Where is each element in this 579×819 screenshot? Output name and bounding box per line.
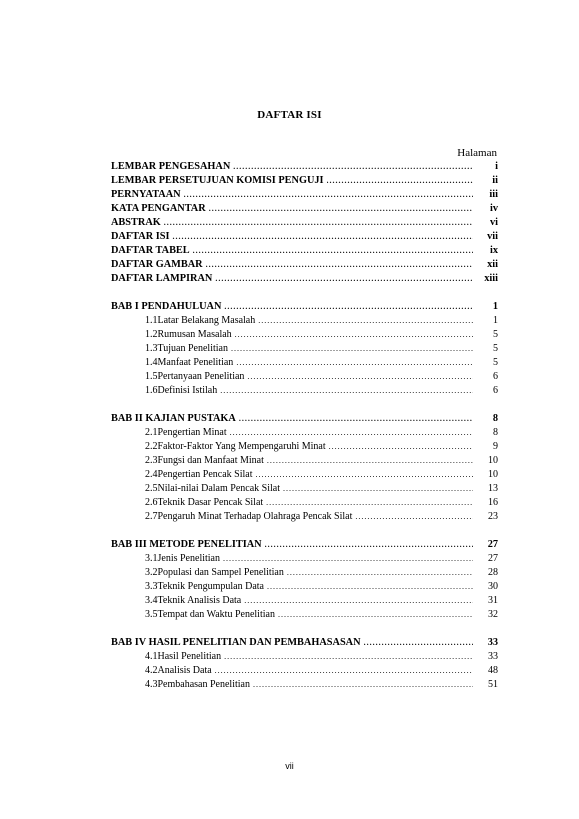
toc-page-number: 10 xyxy=(488,455,498,466)
toc-section-number: 2.6 xyxy=(145,497,158,508)
toc-page-number: 31 xyxy=(488,595,498,606)
toc-page-number: iv xyxy=(489,203,498,214)
toc-page-number: 28 xyxy=(488,567,498,578)
toc-page-number: 1 xyxy=(492,301,498,312)
toc-section-entry xyxy=(111,328,498,342)
toc-page-number: 5 xyxy=(493,357,498,368)
toc-dot-leader xyxy=(224,300,473,314)
toc-page-number: 8 xyxy=(492,413,498,424)
toc-entry-label: LEMBAR PENGESAHAN xyxy=(111,161,231,172)
toc-page-number: 8 xyxy=(493,427,498,438)
toc-section-entry xyxy=(111,314,498,328)
toc-page-number: 10 xyxy=(488,469,498,480)
toc-entry-label: Teknik Pengumpulan Data xyxy=(157,581,264,592)
toc-dot-leader xyxy=(267,454,473,468)
toc-dot-leader xyxy=(327,174,473,188)
toc-section-entry xyxy=(111,566,498,580)
toc-entry-label: Manfaat Penelitian xyxy=(157,357,234,368)
toc-section-number: 1.3 xyxy=(145,343,158,354)
toc-section-number: 2.1 xyxy=(145,427,158,438)
toc-dot-leader xyxy=(278,608,473,622)
toc-page-number: vi xyxy=(489,217,498,228)
toc-section-entry xyxy=(111,678,498,692)
toc-section-entry xyxy=(111,594,498,608)
toc-page-number: vii xyxy=(487,231,498,242)
toc-dot-leader xyxy=(329,440,473,454)
page-column-header: Halaman xyxy=(457,147,497,159)
table-of-contents xyxy=(111,160,498,692)
toc-entry-label: Jenis Penelitian xyxy=(157,553,220,564)
toc-section-entry xyxy=(111,384,498,398)
toc-chapter-entry xyxy=(111,412,498,426)
toc-dot-leader xyxy=(235,328,473,342)
toc-entry-label: BAB IV HASIL PENELITIAN DAN PEMBAHASASAN xyxy=(111,637,361,648)
toc-dot-leader xyxy=(239,412,473,426)
toc-section-entry xyxy=(111,342,498,356)
toc-dot-leader xyxy=(224,650,473,664)
toc-section-number: 3.1 xyxy=(145,553,158,564)
toc-dot-leader xyxy=(233,160,473,174)
toc-page-number: 32 xyxy=(488,609,498,620)
toc-entry-label: Analisis Data xyxy=(157,665,212,676)
toc-entry-label: Tujuan Penelitian xyxy=(157,343,228,354)
toc-page-number: ii xyxy=(492,175,498,186)
toc-page-number: xiii xyxy=(484,273,498,284)
toc-section-number: 1.6 xyxy=(145,385,158,396)
toc-page-number: 9 xyxy=(493,441,498,452)
toc-section-entry xyxy=(111,426,498,440)
toc-section-number: 3.2 xyxy=(145,567,158,578)
toc-entry-label: BAB II KAJIAN PUSTAKA xyxy=(111,413,236,424)
toc-chapter-entry xyxy=(111,230,498,244)
toc-page-number: iii xyxy=(489,189,498,200)
toc-chapter-entry xyxy=(111,216,498,230)
toc-dot-leader xyxy=(267,580,473,594)
toc-section-number: 2.4 xyxy=(145,469,158,480)
toc-dot-leader xyxy=(193,244,473,258)
toc-page-number: 51 xyxy=(488,679,498,690)
toc-entry-label: DAFTAR GAMBAR xyxy=(111,259,203,270)
toc-dot-leader xyxy=(283,482,473,496)
toc-dot-leader xyxy=(287,566,473,580)
toc-entry-label: PERNYATAAN xyxy=(111,189,181,200)
toc-entry-label: Pengertian Minat xyxy=(157,427,227,438)
toc-section-number: 4.3 xyxy=(145,679,158,690)
toc-entry-label: BAB I PENDAHULUAN xyxy=(111,301,222,312)
toc-page-number: 13 xyxy=(488,483,498,494)
toc-entry-label: ABSTRAK xyxy=(111,217,161,228)
toc-section-entry xyxy=(111,552,498,566)
toc-entry-label: Latar Belakang Masalah xyxy=(157,315,256,326)
toc-chapter-entry xyxy=(111,244,498,258)
toc-entry-label: Faktor-Faktor Yang Mempengaruhi Minat xyxy=(157,441,326,452)
toc-dot-leader xyxy=(215,272,473,286)
toc-dot-leader xyxy=(236,356,473,370)
toc-page-number: 5 xyxy=(493,329,498,340)
toc-dot-leader xyxy=(164,216,473,230)
toc-section-entry xyxy=(111,454,498,468)
toc-entry-label: LEMBAR PERSETUJUAN KOMISI PENGUJI xyxy=(111,175,324,186)
toc-page-number: 33 xyxy=(488,651,498,662)
toc-dot-leader xyxy=(255,468,473,482)
toc-dot-leader xyxy=(231,342,473,356)
toc-entry-label: Nilai-nilai Dalam Pencak Silat xyxy=(157,483,280,494)
toc-section-number: 2.2 xyxy=(145,441,158,452)
toc-page-number: 1 xyxy=(493,315,498,326)
toc-page-number: 30 xyxy=(488,581,498,592)
toc-section-number: 3.3 xyxy=(145,581,158,592)
toc-page-number: i xyxy=(495,161,498,172)
toc-entry-label: Pengertian Pencak Silat xyxy=(157,469,253,480)
toc-entry-label: DAFTAR ISI xyxy=(111,231,170,242)
toc-entry-label: Pengaruh Minat Terhadap Olahraga Pencak Silat xyxy=(157,511,353,522)
toc-section-number: 2.7 xyxy=(145,511,158,522)
toc-page-number: 23 xyxy=(488,511,498,522)
toc-dot-leader xyxy=(206,258,473,272)
toc-section-number: 1.2 xyxy=(145,329,158,340)
toc-page-number: 27 xyxy=(488,553,498,564)
toc-section-number: 2.3 xyxy=(145,455,158,466)
toc-chapter-entry xyxy=(111,636,498,650)
toc-page-number: 6 xyxy=(493,385,498,396)
toc-section-number: 3.4 xyxy=(145,595,158,606)
toc-section-number: 3.5 xyxy=(145,609,158,620)
toc-entry-label: Tempat dan Waktu Penelitian xyxy=(157,609,275,620)
toc-section-entry xyxy=(111,664,498,678)
toc-dot-leader xyxy=(355,510,473,524)
toc-dot-leader xyxy=(223,552,473,566)
toc-section-entry xyxy=(111,650,498,664)
toc-section-number: 2.5 xyxy=(145,483,158,494)
toc-section-entry xyxy=(111,580,498,594)
toc-entry-label: Pembahasan Penelitian xyxy=(157,679,250,690)
toc-entry-label: Hasil Penelitian xyxy=(157,651,222,662)
toc-chapter-entry xyxy=(111,202,498,216)
toc-page-number: 16 xyxy=(488,497,498,508)
toc-dot-leader xyxy=(184,188,473,202)
toc-entry-label: Teknik Analisis Data xyxy=(157,595,242,606)
page-title: DAFTAR ISI xyxy=(257,109,322,121)
toc-chapter-entry xyxy=(111,160,498,174)
toc-entry-label: BAB III METODE PENELITIAN xyxy=(111,539,262,550)
toc-dot-leader xyxy=(172,230,473,244)
toc-section-entry xyxy=(111,496,498,510)
toc-dot-leader xyxy=(266,496,473,510)
page-number: vii xyxy=(285,761,294,771)
toc-dot-leader xyxy=(258,314,473,328)
toc-page-number: 6 xyxy=(493,371,498,382)
toc-entry-label: Populasi dan Sampel Penelitian xyxy=(157,567,284,578)
toc-chapter-entry xyxy=(111,258,498,272)
toc-section-entry xyxy=(111,356,498,370)
toc-entry-label: Pertanyaan Penelitian xyxy=(157,371,245,382)
toc-page-number: 5 xyxy=(493,343,498,354)
toc-entry-label: DAFTAR TABEL xyxy=(111,245,190,256)
toc-section-number: 1.1 xyxy=(145,315,158,326)
toc-dot-leader xyxy=(253,678,473,692)
toc-chapter-entry xyxy=(111,174,498,188)
toc-entry-label: Teknik Dasar Pencak Silat xyxy=(157,497,264,508)
toc-page-number: 33 xyxy=(487,637,498,648)
toc-section-entry xyxy=(111,482,498,496)
toc-entry-label: Fungsi dan Manfaat Minat xyxy=(157,455,264,466)
toc-entry-label: KATA PENGANTAR xyxy=(111,203,206,214)
toc-section-number: 1.4 xyxy=(145,357,158,368)
toc-page-number: 27 xyxy=(487,539,498,550)
toc-dot-leader xyxy=(230,426,473,440)
toc-chapter-entry xyxy=(111,272,498,286)
toc-dot-leader xyxy=(244,594,473,608)
toc-page-number: ix xyxy=(489,245,498,256)
toc-dot-leader xyxy=(265,538,473,552)
toc-section-entry xyxy=(111,468,498,482)
toc-dot-leader xyxy=(247,370,473,384)
toc-section-number: 4.2 xyxy=(145,665,158,676)
toc-section-entry xyxy=(111,370,498,384)
toc-chapter-entry xyxy=(111,188,498,202)
toc-dot-leader xyxy=(220,384,473,398)
toc-chapter-entry xyxy=(111,538,498,552)
toc-section-entry xyxy=(111,608,498,622)
toc-section-number: 1.5 xyxy=(145,371,158,382)
toc-dot-leader xyxy=(364,636,473,650)
toc-page-number: xii xyxy=(487,259,498,270)
toc-section-entry xyxy=(111,510,498,524)
toc-section-entry xyxy=(111,440,498,454)
toc-entry-label: Rumusan Masalah xyxy=(157,329,232,340)
toc-section-number: 4.1 xyxy=(145,651,158,662)
toc-chapter-entry xyxy=(111,300,498,314)
toc-dot-leader xyxy=(215,664,473,678)
toc-dot-leader xyxy=(209,202,473,216)
toc-page-number: 48 xyxy=(488,665,498,676)
toc-entry-label: DAFTAR LAMPIRAN xyxy=(111,273,213,284)
toc-entry-label: Definisi Istilah xyxy=(157,385,218,396)
